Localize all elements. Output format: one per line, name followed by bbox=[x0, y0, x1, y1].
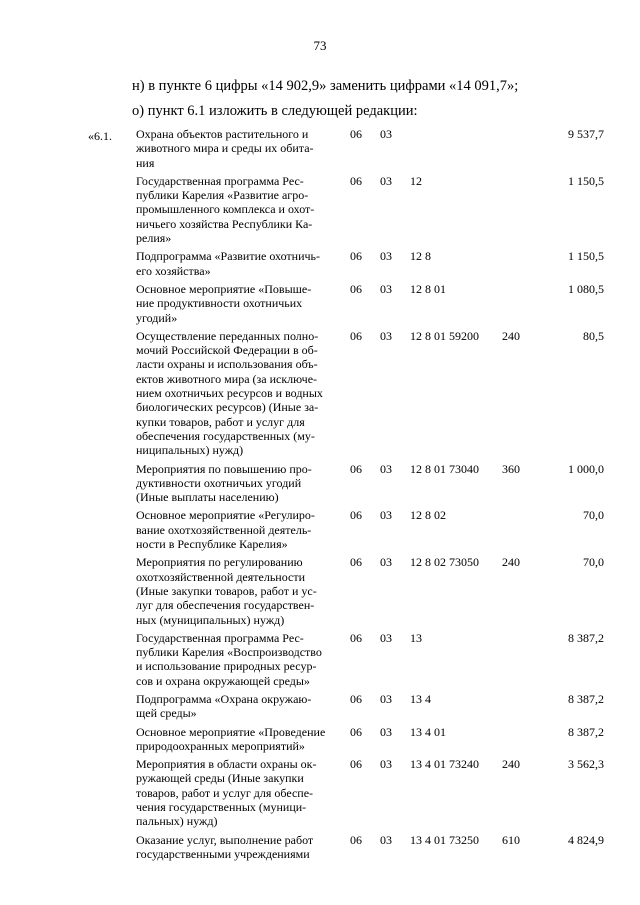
row-name: Подпрограмма «Развитие охотничь- его хозяйства» bbox=[136, 249, 321, 278]
row-amount: 1 000,0 bbox=[568, 461, 604, 476]
table-row bbox=[0, 249, 640, 278]
table-row bbox=[0, 631, 640, 688]
row-amount: 3 562,3 bbox=[568, 757, 604, 772]
table-row bbox=[0, 725, 640, 754]
row-subsection-code: 03 bbox=[380, 249, 392, 264]
table-row bbox=[0, 282, 640, 325]
table-row bbox=[0, 462, 640, 505]
row-name: Государственная программа Рес- публики Карелия «Воспроизводство и использование природных ресур- сов и охрана окружающей среды» bbox=[136, 630, 322, 688]
row-section-code: 06 bbox=[350, 281, 362, 296]
row-target-article-code: 13 4 01 bbox=[410, 724, 446, 739]
row-target-article-code: 12 8 01 bbox=[410, 281, 446, 296]
row-expense-type-code: 360 bbox=[502, 461, 520, 476]
row-name: Оказание услуг, выполнение работ государственными учреждениями bbox=[136, 832, 314, 861]
table-row bbox=[0, 174, 640, 245]
row-expense-type-code: 610 bbox=[502, 832, 520, 847]
row-amount: 1 080,5 bbox=[568, 281, 604, 296]
row-amount: 80,5 bbox=[583, 328, 604, 343]
row-subsection-code: 03 bbox=[380, 461, 392, 476]
row-section-code: 06 bbox=[350, 630, 362, 645]
row-target-article-code: 12 bbox=[410, 173, 422, 188]
row-section-code: 06 bbox=[350, 127, 362, 141]
row-section-code: 06 bbox=[350, 832, 362, 847]
row-target-article-code: 12 8 02 73050 bbox=[410, 555, 479, 570]
row-expense-type-code: 240 bbox=[502, 757, 520, 772]
clause-marker: «6.1. bbox=[88, 129, 112, 143]
amendment-instruction-n: н) в пункте 6 цифры «14 902,9» заменить цифрами «14 091,7»; bbox=[132, 78, 519, 94]
table-row bbox=[0, 692, 640, 721]
row-amount: 4 824,9 bbox=[568, 832, 604, 847]
row-subsection-code: 03 bbox=[380, 630, 392, 645]
row-subsection-code: 03 bbox=[380, 757, 392, 772]
row-section-code: 06 bbox=[350, 508, 362, 523]
row-target-article-code: 13 4 bbox=[410, 691, 431, 706]
budget-table bbox=[0, 127, 640, 865]
row-subsection-code: 03 bbox=[380, 724, 392, 739]
row-expense-type-code: 240 bbox=[502, 555, 520, 570]
row-subsection-code: 03 bbox=[380, 328, 392, 343]
row-amount: 8 387,2 bbox=[568, 724, 604, 739]
row-amount: 9 537,7 bbox=[568, 127, 604, 141]
row-expense-type-code: 240 bbox=[502, 328, 520, 343]
table-row bbox=[0, 127, 640, 170]
row-section-code: 06 bbox=[350, 691, 362, 706]
row-section-code: 06 bbox=[350, 757, 362, 772]
row-subsection-code: 03 bbox=[380, 127, 392, 141]
row-subsection-code: 03 bbox=[380, 832, 392, 847]
row-section-code: 06 bbox=[350, 724, 362, 739]
amendment-instruction-o: о) пункт 6.1 изложить в следующей редакции: bbox=[132, 103, 418, 119]
table-row bbox=[0, 833, 640, 862]
page-number: 73 bbox=[313, 38, 327, 53]
row-name: Охрана объектов растительного и животного мира и среды их обита- ния bbox=[136, 127, 314, 170]
row-name: Мероприятия по повышению про- дуктивности охотничьих угодий (Иные выплаты населению) bbox=[136, 461, 312, 505]
row-amount: 1 150,5 bbox=[568, 249, 604, 264]
row-section-code: 06 bbox=[350, 173, 362, 188]
row-amount: 8 387,2 bbox=[568, 630, 604, 645]
row-subsection-code: 03 bbox=[380, 173, 392, 188]
table-row bbox=[0, 757, 640, 828]
table-row bbox=[0, 555, 640, 626]
row-subsection-code: 03 bbox=[380, 555, 392, 570]
row-target-article-code: 12 8 01 59200 bbox=[410, 328, 479, 343]
row-subsection-code: 03 bbox=[380, 508, 392, 523]
row-amount: 1 150,5 bbox=[568, 173, 604, 188]
row-target-article-code: 12 8 02 bbox=[410, 508, 446, 523]
row-target-article-code: 13 bbox=[410, 630, 422, 645]
row-name: Основное мероприятие «Проведение природоохранных мероприятий» bbox=[136, 724, 326, 753]
row-name: Основное мероприятие «Регулиро- вание охотхозяйственной деятель- ности в Республике Карелия» bbox=[136, 508, 315, 552]
row-target-article-code: 13 4 01 73240 bbox=[410, 757, 479, 772]
row-name: Мероприятия по регулированию охотхозяйственной деятельности (Иные закупки товаров, работ и ус- луг для обеспечения государствен- ных (муниципальных) нужд) bbox=[136, 555, 317, 627]
row-target-article-code: 12 8 bbox=[410, 249, 431, 264]
row-name: Осуществление переданных полно- мочий Российской Федерации в об- ласти охраны и использования объ- ектов животного мира (за исключе- нием охотничьих ресурсов и водных биологических ресурсов) (Иные за- купки товаров, работ и услуг для обеспечения государственных (му- ниципальных) нужд) bbox=[136, 328, 323, 458]
table-row bbox=[0, 508, 640, 551]
row-name: Подпрограмма «Охрана окружаю- щей среды» bbox=[136, 691, 312, 721]
row-amount: 70,0 bbox=[583, 508, 604, 523]
row-section-code: 06 bbox=[350, 249, 362, 264]
row-amount: 70,0 bbox=[583, 555, 604, 570]
row-section-code: 06 bbox=[350, 328, 362, 343]
row-subsection-code: 03 bbox=[380, 281, 392, 296]
table-row bbox=[0, 329, 640, 458]
row-name: Мероприятия в области охраны ок- ружающей среды (Иные закупки товаров, работ и услуг для обеспе- чения государственных (муници- пальных) нужд) bbox=[136, 757, 317, 829]
row-section-code: 06 bbox=[350, 461, 362, 476]
row-section-code: 06 bbox=[350, 555, 362, 570]
row-target-article-code: 13 4 01 73250 bbox=[410, 832, 479, 847]
row-subsection-code: 03 bbox=[380, 691, 392, 706]
row-name: Государственная программа Рес- публики Карелия «Развитие агро- промышленного комплекса и охот- ничьего хозяйства Республики Ка- релия» bbox=[136, 173, 315, 246]
row-name: Основное мероприятие «Повыше- ние продуктивности охотничьих угодий» bbox=[136, 281, 312, 325]
row-amount: 8 387,2 bbox=[568, 691, 604, 706]
row-target-article-code: 12 8 01 73040 bbox=[410, 461, 479, 476]
